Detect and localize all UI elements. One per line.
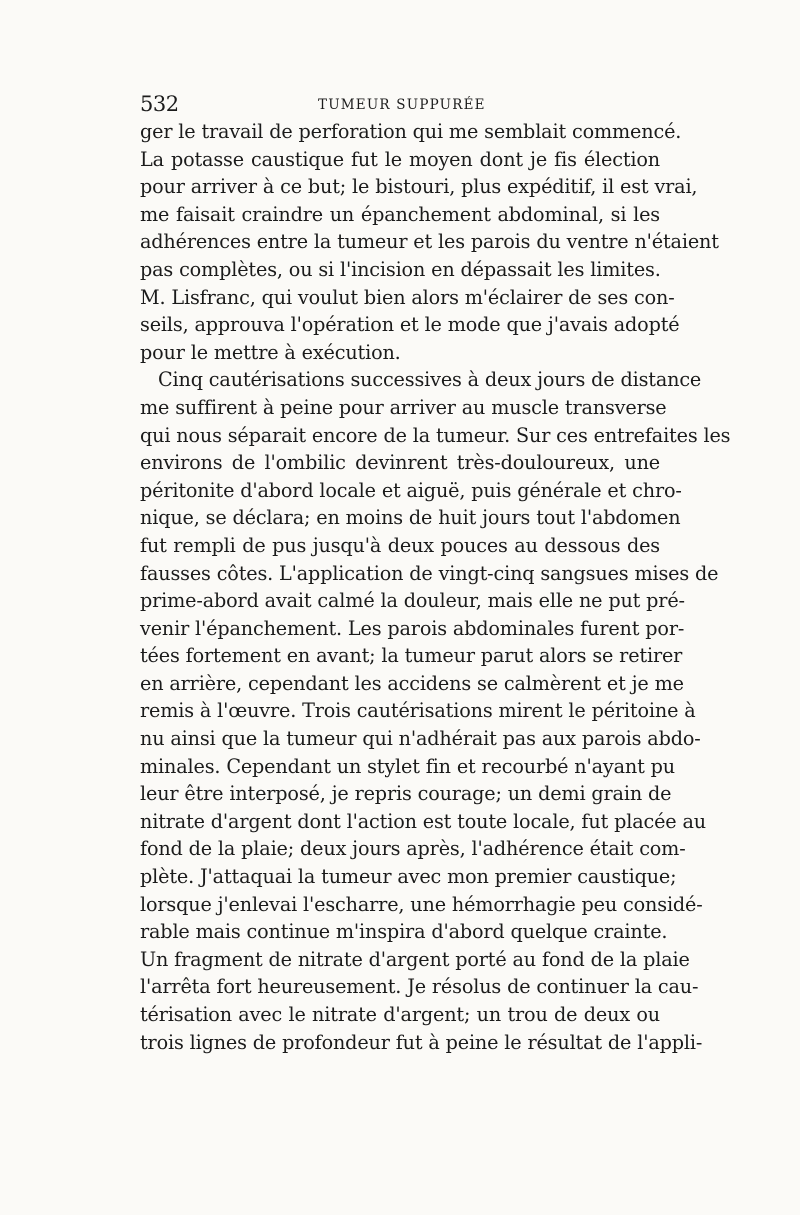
text-line: qui nous séparait encore de la tumeur. Sur ces entrefaites les: [140, 423, 731, 447]
text-line: M. Lisfranc, qui voulut bien alors m'éclairer de ses con-: [140, 285, 675, 309]
text-line: me suffirent à peine pour arriver au muscle transverse: [140, 395, 667, 419]
text-line: lorsque j'enlevai l'escharre, une hémorrhagie peu considé-: [140, 892, 703, 916]
text-line: Cinq cautérisations successives à deux jours de distance: [158, 368, 702, 392]
text-line: térisation avec le nitrate d'argent; un trou de deux ou: [140, 1003, 660, 1026]
text-line: pour arriver à ce but; le bistouri, plus expéditif, il est vrai,: [140, 175, 698, 199]
text-line: minales. Cependant un stylet fin et recourbé n'ayant pu: [140, 754, 675, 778]
text-line: en arrière, cependant les accidens se calmèrent et je me: [140, 671, 684, 695]
text-line: trois lignes de profondeur fut à peine le résultat de l'appli-: [140, 1030, 703, 1054]
text-line: fausses côtes. L'application de vingt-cinq sangsues mises de: [140, 561, 719, 585]
text-line: Un fragment de nitrate d'argent porté au fond de la plaie: [140, 947, 690, 971]
text-line: pas complètes, ou si l'incision en dépassait les limites.: [140, 257, 661, 281]
text-line: nique, se déclara; en moins de huit jours tout l'abdomen: [140, 506, 681, 530]
text-line: fond de la plaie; deux jours après, l'adhérence était com-: [140, 837, 686, 861]
text-line: ger le travail de perforation qui me semblait commencé.: [140, 120, 682, 143]
text-line: prime-abord avait calmé la douleur, mais elle ne put pré-: [140, 589, 685, 613]
text-line: adhérences entre la tumeur et les parois du ventre n'étaient: [140, 230, 719, 254]
page-header: [140, 92, 660, 122]
text-line: environs de l'ombilic devinrent très-douloureux, une: [140, 451, 660, 475]
text-line: nu ainsi que la tumeur qui n'adhérait pas aux parois abdo-: [140, 727, 701, 751]
text-line: La potasse caustique fut le moyen dont je fis élection: [140, 147, 660, 171]
text-line: fut rempli de pus jusqu'à deux pouces au dessous des: [140, 533, 660, 557]
text-line: remis à l'œuvre. Trois cautérisations mirent le péritoine à: [140, 699, 696, 723]
running-head: TUMEUR SUPPURÉE: [318, 97, 486, 113]
text-line: rable mais continue m'inspira d'abord quelque crainte.: [140, 920, 668, 944]
text-line: nitrate d'argent dont l'action est toute locale, fut placée au: [140, 809, 706, 833]
body-text: [140, 118, 731, 1056]
text-line: leur être interposé, je repris courage; un demi grain de: [140, 782, 672, 806]
text-line: péritonite d'abord locale et aiguë, puis générale et chro-: [140, 478, 682, 502]
book-page: [140, 92, 731, 1056]
page-number: 532: [140, 92, 179, 116]
text-line: l'arrêta fort heureusement. Je résolus de continuer la cau-: [140, 975, 699, 999]
text-line: me faisait craindre un épanchement abdominal, si les: [140, 202, 660, 226]
text-line: tées fortement en avant; la tumeur parut alors se retirer: [140, 644, 683, 668]
text-line: pour le mettre à exécution.: [140, 340, 401, 364]
text-line: venir l'épanchement. Les parois abdominales furent por-: [140, 616, 685, 640]
text-line: plète. J'attaquai la tumeur avec mon premier caustique;: [140, 865, 677, 889]
text-line: seils, approuva l'opération et le mode que j'avais adopté: [140, 313, 680, 337]
